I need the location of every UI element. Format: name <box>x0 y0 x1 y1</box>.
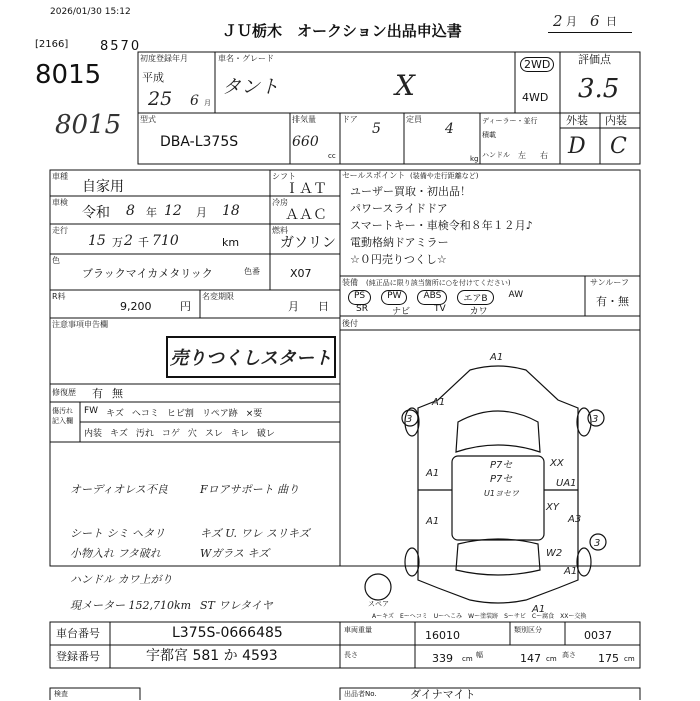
width-label: 幅 <box>476 651 483 659</box>
spare-tire-label: スペア <box>368 600 389 608</box>
defects-row-1 <box>84 406 262 419</box>
inspection-year: 8 <box>126 203 135 219</box>
wheel-rear-right <box>577 548 591 576</box>
car-diagram <box>340 330 640 622</box>
model: DBA-L375S <box>160 134 239 150</box>
damage-mark: A1 <box>426 516 440 527</box>
equipment-item: TV <box>433 304 446 314</box>
damage-mark: 3 <box>594 538 601 549</box>
aircon-value: ＡＡＣ <box>285 207 327 223</box>
defects-label: 傷汚れ記入欄 <box>52 407 73 425</box>
color-value: ブラックマイカメタリック <box>82 267 213 280</box>
damage-mark: P7セ <box>490 460 513 471</box>
doc-number: 8570 <box>100 39 142 54</box>
date-day: 6 <box>590 12 600 30</box>
type-value: 自家用 <box>82 179 124 195</box>
note-line: ハンドル カワ上がり <box>70 573 173 586</box>
spec-label: 類別区分 <box>514 626 542 634</box>
plate-label: 登録番号 <box>56 650 100 663</box>
note-line: Fロアサポート 曲り <box>200 483 300 496</box>
color-no: X07 <box>290 267 312 280</box>
defects-row-2 <box>84 426 275 439</box>
sales-line: ☆０円売りつくし☆ <box>350 253 447 266</box>
car-name-label: 車名・グレード <box>218 54 274 63</box>
color-label: 色 <box>52 256 60 265</box>
stamp <box>166 336 336 378</box>
repair-none: 無 <box>112 387 123 400</box>
stamp-text: 売りつくしスタート <box>170 348 332 369</box>
chassis-label: 車台番号 <box>56 627 100 640</box>
name-change-day: 日 <box>318 300 329 313</box>
length-unit: cm <box>462 655 473 663</box>
lot-number: 8015 <box>35 60 102 90</box>
damage-mark: U1ヨセワ <box>484 489 519 498</box>
damage-mark: W2 <box>546 548 563 559</box>
defect-item: リペア跡 <box>201 409 238 419</box>
type-label: 車種 <box>52 172 68 181</box>
damage-mark: A1 <box>532 604 546 615</box>
defect-item: ヘコミ <box>131 409 159 419</box>
sheet-code: [2166] <box>35 39 69 50</box>
defect-item: 穴 <box>187 429 197 439</box>
displacement: 660 <box>292 134 319 150</box>
dealer-label: ディーラー・並行 <box>482 117 538 125</box>
damage-mark: P7セ <box>490 474 513 485</box>
note-line: オーディオレス不良 <box>70 483 168 496</box>
exhibitor-value: ダイナマイト <box>410 688 476 701</box>
eval-score: 3.5 <box>578 74 620 104</box>
chassis-value: L375S-0666485 <box>172 625 283 641</box>
fuel-value: ガソリン <box>280 235 336 251</box>
era: 平成 <box>142 71 164 84</box>
windshield <box>456 411 540 452</box>
sunroof-label: サンルーフ <box>590 278 629 287</box>
mileage-sen-unit: 千 <box>138 236 149 249</box>
defect-item: キズ <box>110 429 128 439</box>
defect-item: コゲ <box>161 429 180 439</box>
equipment-item: ナビ <box>391 307 410 317</box>
recycle-label: R料 <box>52 292 66 301</box>
defect-item: 内装 <box>84 429 103 439</box>
recycle-unit: 円 <box>180 300 191 313</box>
date-month-unit: 月 <box>566 15 577 28</box>
mileage-man: 15 <box>88 233 106 249</box>
color-no-label: 色番 <box>244 267 260 276</box>
handwritten-lot-note: 8015 <box>55 110 122 140</box>
notes-label: 注意事項申告欄 <box>52 320 108 329</box>
weight-value: 16010 <box>425 629 460 642</box>
height-unit: cm <box>624 655 635 663</box>
reg-year: 25 <box>148 88 173 110</box>
defect-item: ×要 <box>245 409 263 419</box>
mileage-sen: 2 <box>124 233 133 249</box>
reg-month: 6 <box>190 93 199 109</box>
height-label: 高さ <box>562 651 576 659</box>
length-label: 長さ <box>344 651 358 659</box>
sales-label: セールスポイント <box>342 171 406 180</box>
plate-value: 宇都宮 581 か 4593 <box>146 648 278 664</box>
load-label: 積載 <box>482 131 496 139</box>
damage-legend: Aーキズ Eーヘコミ Uーへこみ Wー塗装跡 Sーサビ Cー腐食 XXー交換 <box>372 613 587 620</box>
weight-label: 車両重量 <box>344 626 372 634</box>
name-change-month: 月 <box>288 300 299 313</box>
shift-value: ＩＡＴ <box>285 181 327 197</box>
defect-item: ヒビ割 <box>166 409 194 419</box>
model-label: 型式 <box>140 115 156 124</box>
inspection-label: 車検 <box>52 198 68 207</box>
date-day-unit: 日 <box>606 15 617 28</box>
note-line: 現メーター 152,710km <box>70 599 192 612</box>
equipment-item: PW <box>381 290 407 305</box>
reg-month-unit: 月 <box>204 99 211 107</box>
damage-mark: A1 <box>564 566 578 577</box>
check-label: 検査 <box>54 690 68 698</box>
inspection-day: 18 <box>222 203 240 219</box>
defect-item: キズ <box>106 409 124 419</box>
cc-unit: cc <box>328 152 336 160</box>
length-value: 339 <box>432 652 453 665</box>
inspection-month: 12 <box>164 203 182 219</box>
height-value: 175 <box>598 652 619 665</box>
interior-grade: C <box>610 134 627 159</box>
doors: 5 <box>372 121 381 137</box>
equipment-item: PS <box>348 290 371 305</box>
equipment-item: AW <box>508 290 524 300</box>
page-title: ＪＵ栃木 オークション出品申込書 <box>222 22 462 40</box>
damage-mark: UA1 <box>556 478 577 489</box>
inspection-year-unit: 年 <box>146 206 157 219</box>
defect-item: 破レ <box>256 429 275 439</box>
mileage-man-unit: 万 <box>112 236 123 249</box>
equipment-item: SR <box>356 304 368 314</box>
date-month: 2 <box>553 12 563 30</box>
name-change-label: 名変期限 <box>202 292 234 301</box>
inspection-month-unit: 月 <box>196 206 207 219</box>
note-line: 小物入れ フタ破れ <box>70 547 161 560</box>
spare-tire <box>365 574 391 600</box>
defect-item: キレ <box>230 429 249 439</box>
mileage-rest: 710 <box>152 233 179 249</box>
equipment-row-1 <box>348 290 528 305</box>
sunroof-value: 有・無 <box>596 295 629 308</box>
eval-label: 評価点 <box>578 53 611 66</box>
handle-label: ハンドル <box>482 151 510 159</box>
damage-mark: A1 <box>426 468 440 479</box>
damage-mark: A1 <box>490 352 504 363</box>
repair-label: 修復歴 <box>52 388 76 397</box>
mileage-unit: km <box>222 236 240 249</box>
equipment-row-2 <box>356 304 488 317</box>
drive-2wd: 2WD <box>520 57 554 72</box>
defect-item: 汚れ <box>135 429 154 439</box>
car-name: タント <box>222 76 280 98</box>
drive-4wd: 4WD <box>522 91 549 104</box>
recycle-value: 9,200 <box>120 300 152 313</box>
damage-mark: A1 <box>432 397 446 408</box>
exterior-grade: D <box>568 134 586 159</box>
defect-item: FW <box>84 406 99 416</box>
displacement-label: 排気量 <box>292 115 316 124</box>
rear-window <box>456 539 540 575</box>
damage-mark: XX <box>550 458 564 469</box>
exhibitor-label: 出品者No. <box>344 690 377 698</box>
note-line: ST ワレタイヤ <box>200 599 273 612</box>
note-line: Wガラス キズ <box>200 547 270 560</box>
note-line: シート シミ ヘタリ <box>70 527 165 540</box>
equipment-item: ABS <box>417 290 447 305</box>
shift-label: シフト <box>272 172 296 181</box>
handle-right: 右 <box>540 151 548 160</box>
seats: 4 <box>445 121 454 137</box>
note-line: キズ U. ワレ スリキズ <box>200 527 310 540</box>
equipment-sub-label: (純正品に限り該当箇所に○を付けてください) <box>366 279 511 287</box>
sales-sub-label: (装備や走行距離など) <box>410 172 479 180</box>
damage-mark: 3 <box>406 414 413 425</box>
sales-line: ユーザー買取・初出品！ <box>350 185 471 198</box>
sales-line: 電動格納ドアミラー <box>350 236 449 249</box>
handle-left: 左 <box>518 151 526 160</box>
damage-mark: 3 <box>592 414 599 425</box>
width-unit: cm <box>546 655 557 663</box>
inspection-era: 令和 <box>82 205 110 221</box>
timestamp: 2026/01/30 15:12 <box>50 7 131 17</box>
defect-item: スレ <box>204 429 223 439</box>
exterior-label: 外装 <box>566 114 588 127</box>
mileage-label: 走行 <box>52 226 68 235</box>
equipment-label: 装備 <box>342 278 358 287</box>
spec-value: 0037 <box>584 629 612 642</box>
extra-label: 後付 <box>342 319 358 328</box>
seats-label: 定員 <box>406 115 422 124</box>
equipment-item: エアB <box>457 290 493 305</box>
interior-label: 内装 <box>605 114 627 127</box>
damage-mark: A3 <box>568 514 582 525</box>
load-unit: kg <box>470 155 479 163</box>
grade: X <box>395 69 415 102</box>
sales-line: パワースライドドア <box>350 202 448 215</box>
damage-mark: XY <box>546 502 559 513</box>
first-reg-label: 初度登録年月 <box>140 54 188 63</box>
equipment-item: カワ <box>469 307 488 317</box>
sales-line: スマートキー・車検令和８年１２月♪ <box>350 219 533 232</box>
aircon-label: 冷房 <box>272 198 288 207</box>
doors-label: ドア <box>342 115 358 124</box>
width-value: 147 <box>520 652 541 665</box>
fuel-label: 燃料 <box>272 226 288 235</box>
repair-value: 有 <box>92 387 103 400</box>
wheel-rear-left <box>405 548 419 576</box>
